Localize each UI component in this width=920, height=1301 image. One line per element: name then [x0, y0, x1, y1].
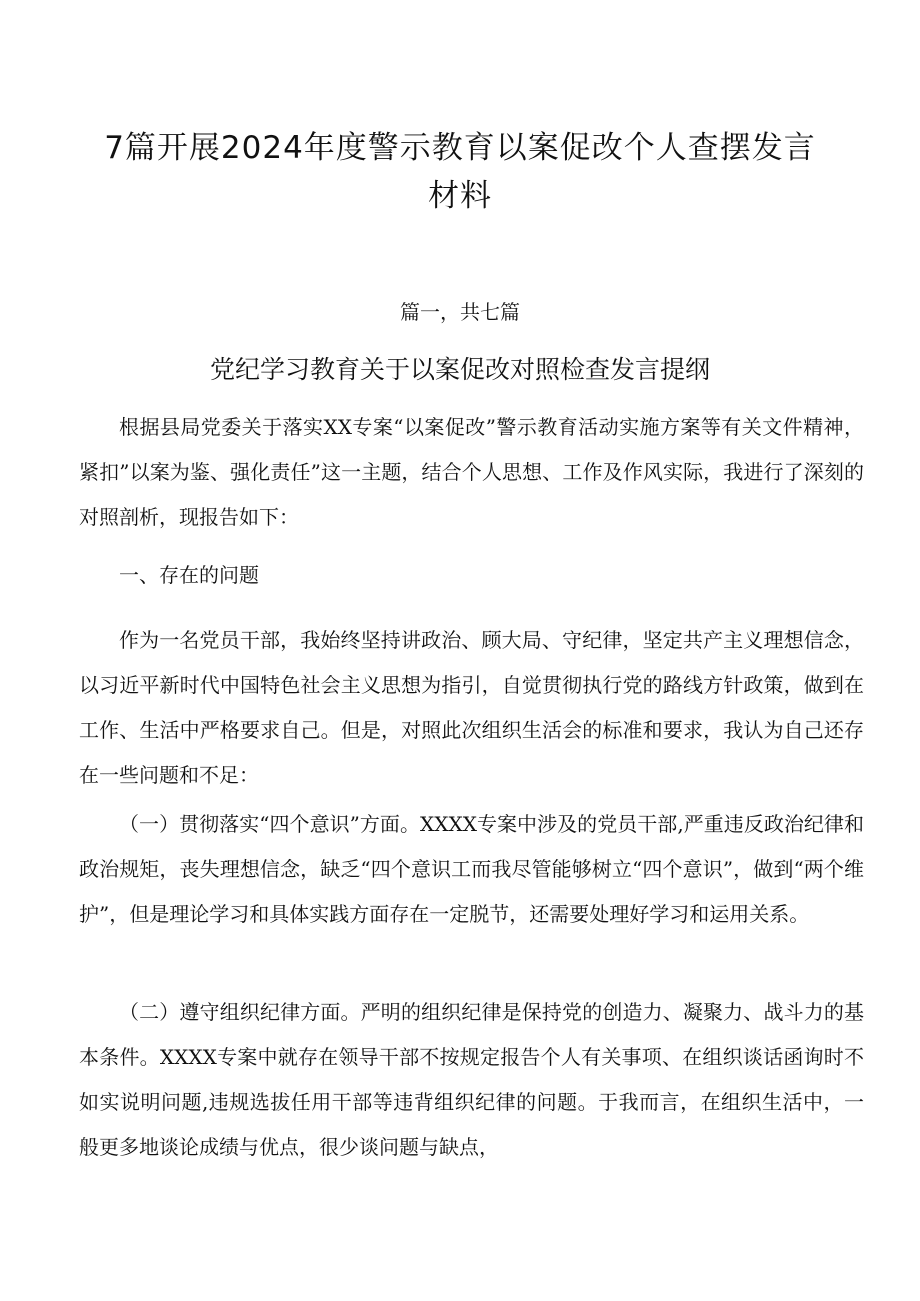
section-subtitle: 党纪学习教育关于以案促改对照检查发言提纲 — [209, 355, 710, 384]
document-title-line-2: 材料 — [428, 178, 492, 214]
body-paragraph: 作为一名党员干部，我始终坚持讲政治、顾大局、守纪律，坚定共产主义理想信念，以习近平新时代中国特色社会主义思想为指引，自觉贯彻执行党的路线方针政策，做到在工作、生活中严格要求自己。但是，对照此次组织生活会的标准和要求，我认为自己还存在一些问题和不足： — [79, 628, 864, 787]
item-paragraph-1: （一）贯彻落实“四个意识”方面。XXXX专案中涉及的党员干部,严重违反政治纪律和政治规矩，丧失理想信念，缺乏“四个意识工而我尽管能够树立“四个意识”，做到“两个维护”，但是理论学习和具体实践方面存在一定脱节，还需要处理好学习和运用关系。 — [79, 812, 864, 926]
intro-paragraph: 根据县局党委关于落实XX专案“以案促改”警示教育活动实施方案等有关文件精神，紧扣”以案为鉴、强化责任”这一主题，结合个人思想、工作及作风实际，我进行了深刻的对照剖析，现报告如下： — [79, 415, 864, 529]
part-label: 篇一，共七篇 — [400, 300, 520, 324]
section-heading: 一、存在的问题 — [119, 563, 259, 587]
item-paragraph-2: （二）遵守组织纪律方面。严明的组织纪律是保持党的创造力、凝聚力、战斗力的基本条件。XXXX专案中就存在领导干部不按规定报告个人有关事项、在组织谈话函询时不如实说明问题,违规选拔任用干部等违背组织纪律的问题。于我而言，在组织生活中，一般更多地谈论成绩与优点，很少谈问题与缺点， — [79, 1000, 864, 1159]
document-title-line-1: 7篇开展2024年度警示教育以案促改个人查摆发言 — [104, 130, 816, 166]
